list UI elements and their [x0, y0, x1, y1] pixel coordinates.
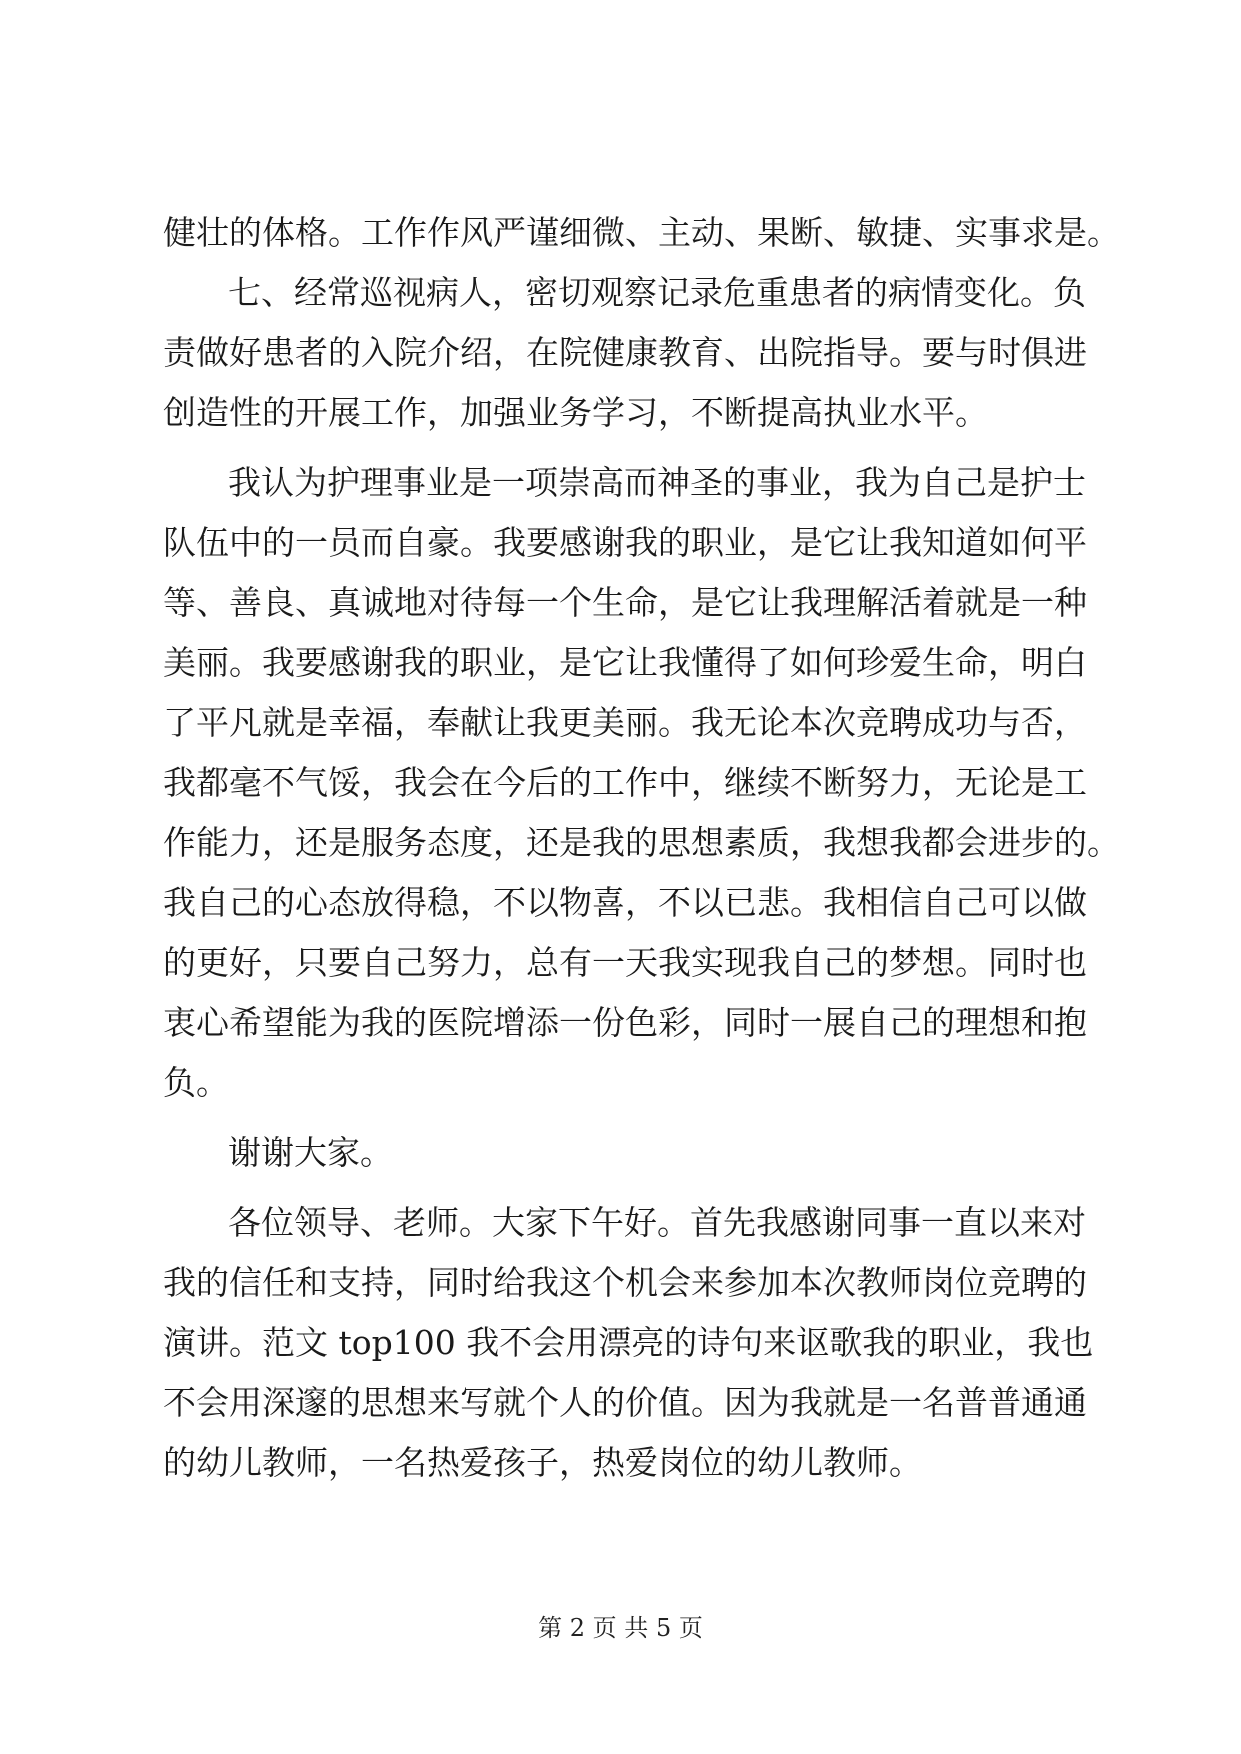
text-line: 衷心希望能为我的医院增添一份色彩，同时一展自己的理想和抱	[163, 1003, 1087, 1042]
text-line: 我都毫不气馁，我会在今后的工作中，继续不断努力，无论是工	[163, 763, 1087, 802]
text-line: 责做好患者的入院介绍，在院健康教育、出院指导。要与时俱进	[163, 333, 1087, 372]
text-line: 等、善良、真诚地对待每一个生命，是它让我理解活着就是一种	[163, 583, 1087, 622]
text-line: 演讲。范文 top100 我不会用漂亮的诗句来讴歌我的职业，我也	[163, 1323, 1094, 1362]
text-line: 我认为护理事业是一项崇高而神圣的事业，我为自己是护士	[228, 463, 1086, 502]
text-line: 我自己的心态放得稳，不以物喜，不以已悲。我相信自己可以做	[163, 883, 1087, 922]
text-line: 的更好，只要自己努力，总有一天我实现我自己的梦想。同时也	[163, 943, 1087, 982]
text-line: 不会用深邃的思想来写就个人的价值。因为我就是一名普普通通	[163, 1383, 1087, 1422]
page-number-footer: 第 2 页 共 5 页	[538, 1614, 703, 1642]
text-line: 健壮的体格。工作作风严谨细微、主动、果断、敏捷、实事求是。	[163, 213, 1120, 252]
text-line: 队伍中的一员而自豪。我要感谢我的职业，是它让我知道如何平	[163, 523, 1087, 562]
text-line: 我的信任和支持，同时给我这个机会来参加本次教师岗位竞聘的	[163, 1263, 1087, 1302]
text-line: 美丽。我要感谢我的职业，是它让我懂得了如何珍爱生命，明白	[163, 643, 1087, 682]
text-line: 的幼儿教师，一名热爱孩子，热爱岗位的幼儿教师。	[163, 1443, 922, 1482]
text-line: 各位领导、老师。大家下午好。首先我感谢同事一直以来对	[228, 1203, 1086, 1242]
text-line: 七、经常巡视病人，密切观察记录危重患者的病情变化。负	[228, 273, 1086, 312]
text-line: 创造性的开展工作，加强业务学习，不断提高执业水平。	[163, 393, 988, 432]
text-line: 了平凡就是幸福，奉献让我更美丽。我无论本次竞聘成功与否，	[163, 703, 1087, 742]
text-line: 谢谢大家。	[228, 1133, 393, 1172]
text-line: 负。	[163, 1063, 229, 1102]
text-line: 作能力，还是服务态度，还是我的思想素质，我想我都会进步的。	[163, 823, 1120, 862]
